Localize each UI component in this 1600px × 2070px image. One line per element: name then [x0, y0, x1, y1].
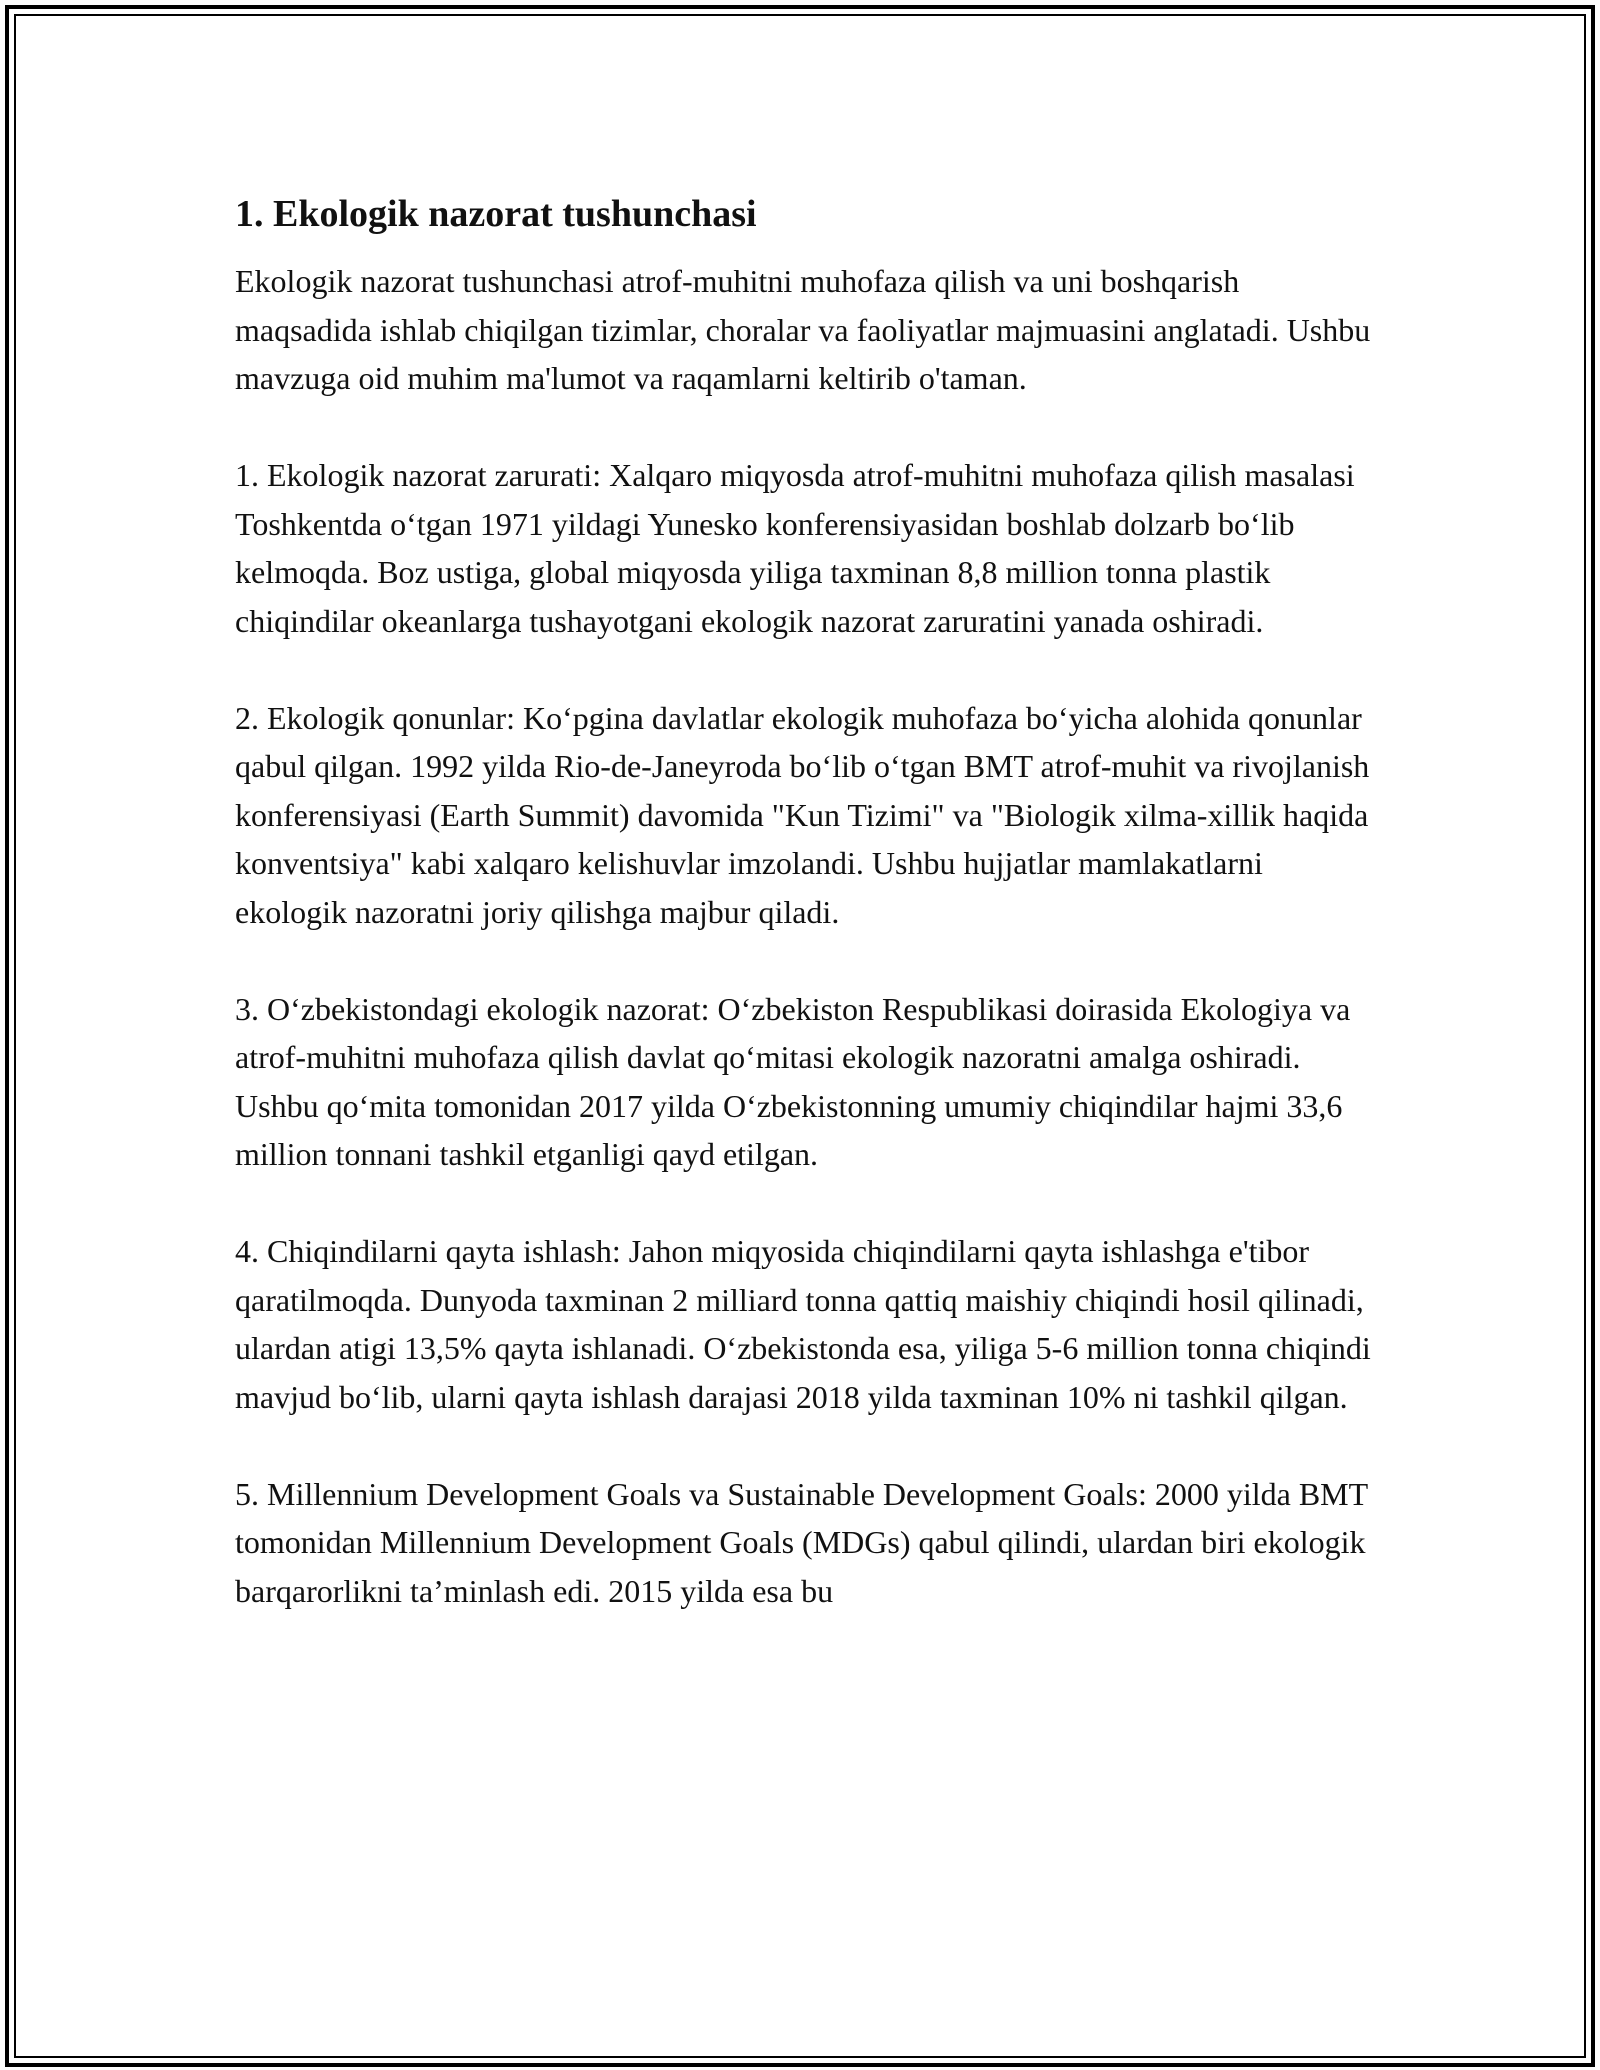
list-item-1: 1. Ekologik nazorat zarurati: Xalqaro miqyosda atrof-muhitni muhofaza qilish masalasi Toshkentda o‘tgan 1971 yildagi Yunesko konferensiyasidan boshlab dolzarb bo‘lib kelmoqda. Boz ustiga, global miqyosda yiliga taxminan 8,8 million tonna plastik chiqindilar okeanlarga tushayotgani ekologik nazorat zaruratini yanada oshiradi.	[235, 457, 1355, 639]
intro-paragraph: Ekologik nazorat tushunchasi atrof-muhitni muhofaza qilish va uni boshqarish maqsadida ishlab chiqilgan tizimlar, choralar va faoliyatlar majmuasini anglatadi. Ushbu mavzuga oid muhim ma'lumot va raqamlarni keltirib o'taman.	[235, 263, 1371, 396]
list-item-4: 4. Chiqindilarni qayta ishlash: Jahon miqyosida chiqindilarni qayta ishlashga e'tibor qaratilmoqda. Dunyoda taxminan 2 milliard tonna qattiq maishiy chiqindi hosil qilinadi, ulardan atigi 13,5% qayta ishlanadi. O‘zbekistonda esa, yiliga 5-6 million tonna chiqindi mavjud bo‘lib, ularni qayta ishlash darajasi 2018 yilda taxminan 10% ni tashkil qilgan.	[235, 1233, 1371, 1415]
page-title: 1. Ekologik nazorat tushunchasi	[235, 193, 757, 235]
list-item-5: 5. Millennium Development Goals va Sustainable Development Goals: 2000 yilda BMT tomonidan Millennium Development Goals (MDGs) qabul qilindi, ulardan biri ekologik barqarorlikni ta’minlash edi. 2015 yilda esa bu	[235, 1475, 1368, 1609]
document-body	[235, 185, 1375, 1615]
list-item-3: 3. O‘zbekistondagi ekologik nazorat: O‘zbekiston Respublikasi doirasida Ekologiya va atrof-muhitni muhofaza qilish davlat qo‘mitasi ekologik nazoratni amalga oshiradi. Ushbu qo‘mita tomonidan 2017 yilda O‘zbekistonning umumiy chiqindilar hajmi 33,6 million tonnani tashkil etganligi qayd etilgan.	[235, 990, 1351, 1172]
list-item-2: 2. Ekologik qonunlar: Ko‘pgina davlatlar ekologik muhofaza bo‘yicha alohida qonunlar qabul qilgan. 1992 yilda Rio-de-Janeyroda bo‘lib o‘tgan BMT atrof-muhit va rivojlanish konferensiyasi (Earth Summit) davomida "Kun Tizimi" va "Biologik xilma-xillik haqida konventsiya" kabi xalqaro kelishuvlar imzolandi. Ushbu hujjatlar mamlakatlarni ekologik nazoratni joriy qilishga majbur qiladi.	[235, 699, 1370, 930]
